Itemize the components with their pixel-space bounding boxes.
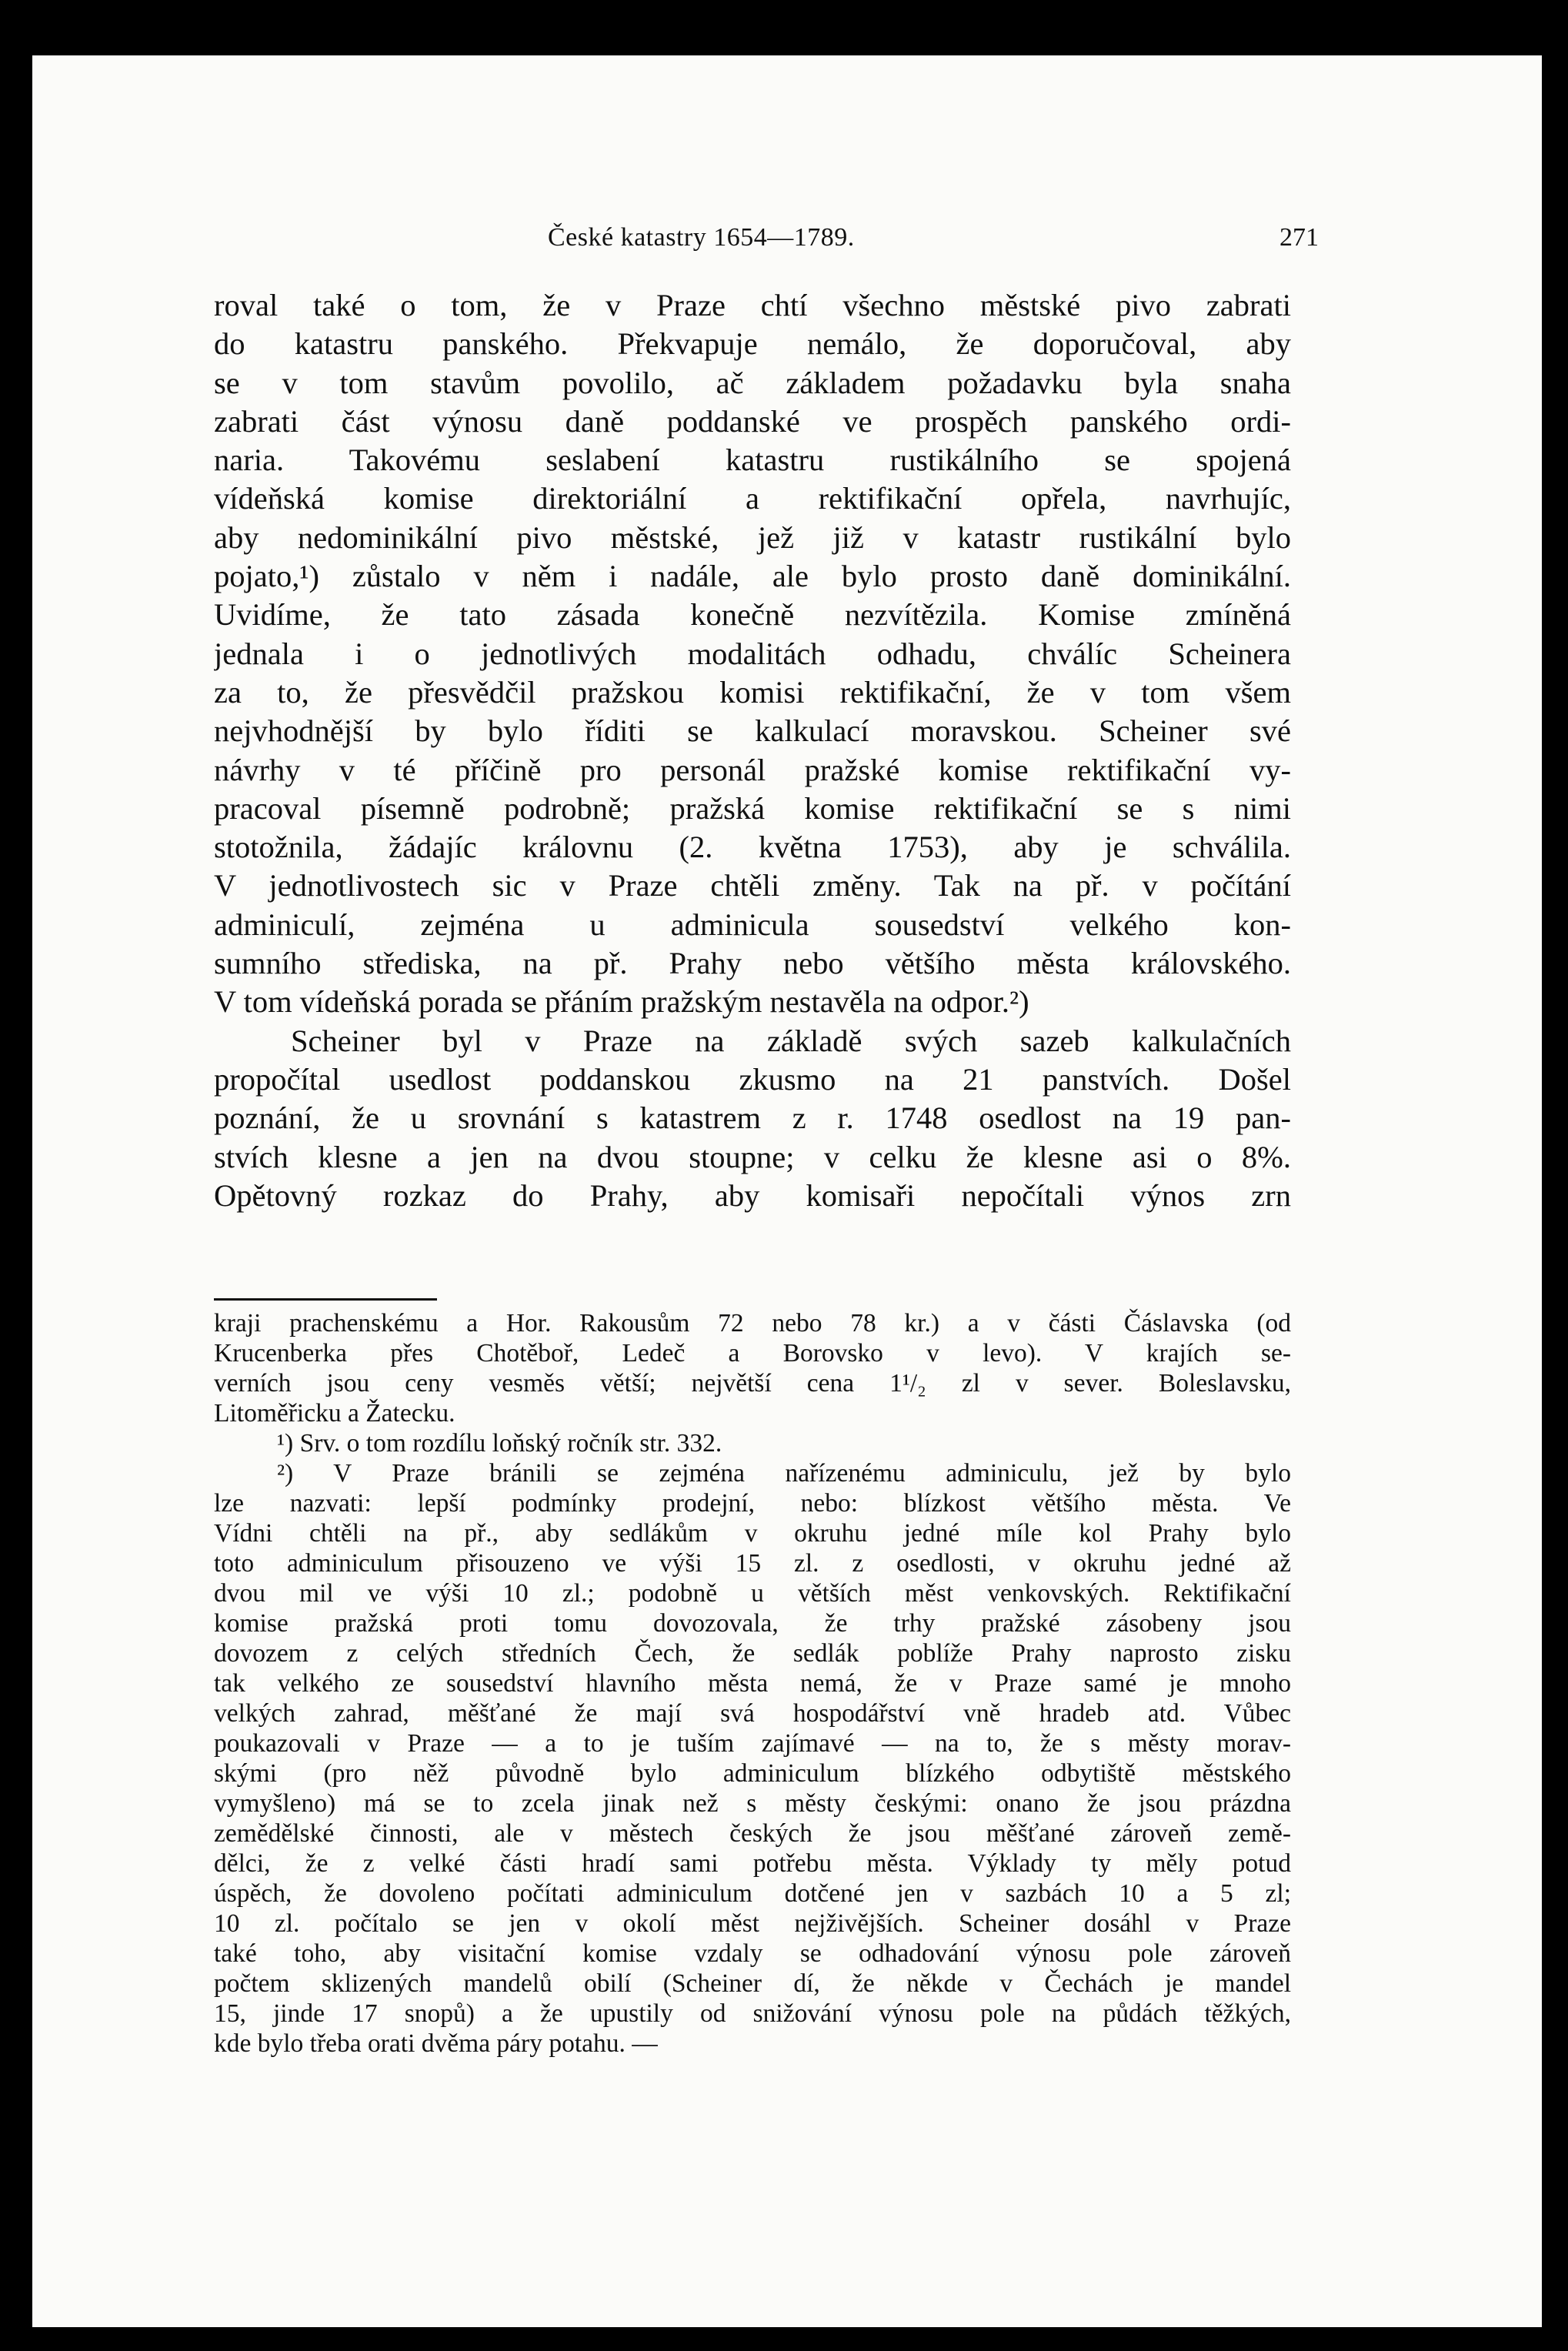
- footnote-line: komise pražská proti tomu dovozovala, že trhy pražské zásobeny jsou: [214, 1609, 1291, 1638]
- footnote-1: ¹) Srv. o tom rozdílu loňský ročník str. 332.: [277, 1429, 722, 1458]
- footnotes-block: [214, 1308, 1291, 2059]
- text-line: adminiculí, zejména u adminicula sousedství velkého kon-: [214, 907, 1291, 942]
- footnote-line: poukazovali v Praze — a to je tuším zajímavé — na to, že s městy morav-: [214, 1729, 1291, 1758]
- footnote-line: počtem sklizených mandelů obilí (Scheiner dí, že někde v Čechách je mandel: [214, 1969, 1291, 1998]
- footnote-line: skými (pro něž původně bylo adminiculum blízkého odbytiště městského: [214, 1759, 1291, 1788]
- footnote-2-start: ²) V Praze bránili se zejména nařízenému adminiculu, jež by bylo: [277, 1459, 1291, 1488]
- footnote-line: úspěch, že dovoleno počítati adminiculum dotčené jen v sazbách 10 a 5 zl;: [214, 1879, 1291, 1908]
- text-line: stvích klesne a jen na dvou stoupne; v celku že klesne asi o 8%.: [214, 1139, 1291, 1174]
- text-line: nejvhodnější by bylo říditi se kalkulací moravskou. Scheiner své: [214, 713, 1291, 749]
- footnote-line: lze nazvati: lepší podmínky prodejní, nebo: blízkost většího města. Ve: [214, 1489, 1291, 1518]
- text-line: za to, že přesvědčil pražskou komisi rektifikační, že v tom všem: [214, 674, 1291, 710]
- text-line: vídeňská komise direktoriální a rektifikační opřela, navrhujíc,: [214, 481, 1291, 516]
- footnote-line: tak velkého ze sousedství hlavního města nemá, že v Praze samé je mnoho: [214, 1669, 1291, 1698]
- footnote-line: kraji prachenskému a Hor. Rakousům 72 nebo 78 kr.) a v části Čáslavska (od: [214, 1309, 1291, 1337]
- book-page: [32, 55, 1542, 2327]
- text-line: návrhy v té příčině pro personál pražské komise rektifikační vy-: [214, 752, 1291, 787]
- text-line: pojato,¹) zůstalo v něm i nadále, ale bylo prosto daně dominikální.: [214, 559, 1291, 594]
- footnote-line: toto adminiculum přisouzeno ve výši 15 zl. z osedlosti, v okruhu jedné až: [214, 1549, 1291, 1578]
- text-line: zabrati část výnosu daně poddanské ve prospěch panského ordi-: [214, 403, 1291, 439]
- text-line: do katastru panského. Překvapuje nemálo, že doporučoval, aby: [214, 326, 1291, 362]
- text-line: Opětovný rozkaz do Prahy, aby komisaři nepočítali výnos zrn: [214, 1177, 1291, 1213]
- page-number: 271: [1279, 223, 1319, 252]
- footnote-line: zemědělské činnosti, ale v městech českých že jsou měšťané zároveň země-: [214, 1819, 1291, 1848]
- footnote-line: dělci, že z velké části hradí sami potřebu města. Výklady ty měly potud: [214, 1849, 1291, 1878]
- footnote-line: 15, jinde 17 snopů) a že upustily od snižování výnosu pole na půdách těžkých,: [214, 1999, 1291, 2028]
- text-line: roval také o tom, že v Praze chtí všechno městské pivo zabrati: [214, 288, 1291, 322]
- footnote-line: Krucenberka přes Chotěboř, Ledeč a Borovsko v levo). V krajích se-: [214, 1339, 1291, 1368]
- text-line: sumního střediska, na př. Prahy nebo většího města královského.: [214, 946, 1291, 981]
- footnote-line: vymyšleno) má se to zcela jinak než s městy českými: onano že jsou prázdna: [214, 1789, 1291, 1818]
- text-line: poznání, že u srovnání s katastrem z r. 1748 osedlost na 19 pan-: [214, 1100, 1291, 1136]
- text-line: stotožnila, žádajíc královnu (2. května 1753), aby je schválila.: [214, 830, 1291, 865]
- text-line: aby nedominikální pivo městské, jež již v katastr rustikální bylo: [214, 519, 1291, 555]
- footnote-line: verních jsou ceny vesměs větší; největší cena 1¹/₂ zl v sever. Boleslavsku,: [214, 1369, 1291, 1398]
- text-line: Scheiner byl v Praze na základě svých sazeb kalkulačních: [291, 1023, 1291, 1058]
- page-header: [548, 223, 1319, 262]
- text-line: propočítal usedlost poddanskou zkusmo na 21 panstvích. Došel: [214, 1061, 1291, 1097]
- footnote-line: dovozem z celých středních Čech, že sedlák poblíže Prahy naprosto zisku: [214, 1639, 1291, 1668]
- text-line: naria. Takovému seslabení katastru rustikálního se spojená: [214, 442, 1291, 478]
- footnote-line: také toho, aby visitační komise vzdaly se odhadování výnosu pole zároveň: [214, 1939, 1291, 1968]
- text-line: V jednotlivostech sic v Praze chtěli změny. Tak na př. v počítání: [214, 868, 1291, 903]
- text-line: jednala i o jednotlivých modalitách odhadu, chválíc Scheinera: [214, 636, 1291, 671]
- footnote-line: 10 zl. počítalo se jen v okolí měst nejživějších. Scheiner dosáhl v Praze: [214, 1909, 1291, 1938]
- main-text-block: [214, 286, 1291, 1215]
- footnote-line: Vídni chtěli na př., aby sedlákům v okruhu jedné míle kol Prahy bylo: [214, 1519, 1291, 1548]
- footnote-divider: [214, 1298, 437, 1301]
- running-title: České katastry 1654—1789.: [548, 223, 855, 252]
- footnote-line: Litoměřicku a Žatecku.: [214, 1399, 455, 1428]
- footnote-line: dvou mil ve výši 10 zl.; podobně u větších měst venkovských. Rektifikační: [214, 1579, 1291, 1608]
- footnote-line: kde bylo třeba orati dvěma páry potahu. —: [214, 2029, 658, 2058]
- text-line: Uvidíme, že tato zásada konečně nezvítězila. Komise zmíněná: [214, 597, 1291, 633]
- text-line: se v tom stavům povolilo, ač základem požadavku byla snaha: [214, 365, 1291, 400]
- text-line: pracoval písemně podrobně; pražská komise rektifikační se s nimi: [214, 790, 1291, 826]
- text-line: V tom vídeňská porada se přáním pražským nestavěla na odpor.²): [214, 984, 1029, 1020]
- footnote-line: velkých zahrad, měšťané že mají svá hospodářství vně hradeb atd. Vůbec: [214, 1699, 1291, 1728]
